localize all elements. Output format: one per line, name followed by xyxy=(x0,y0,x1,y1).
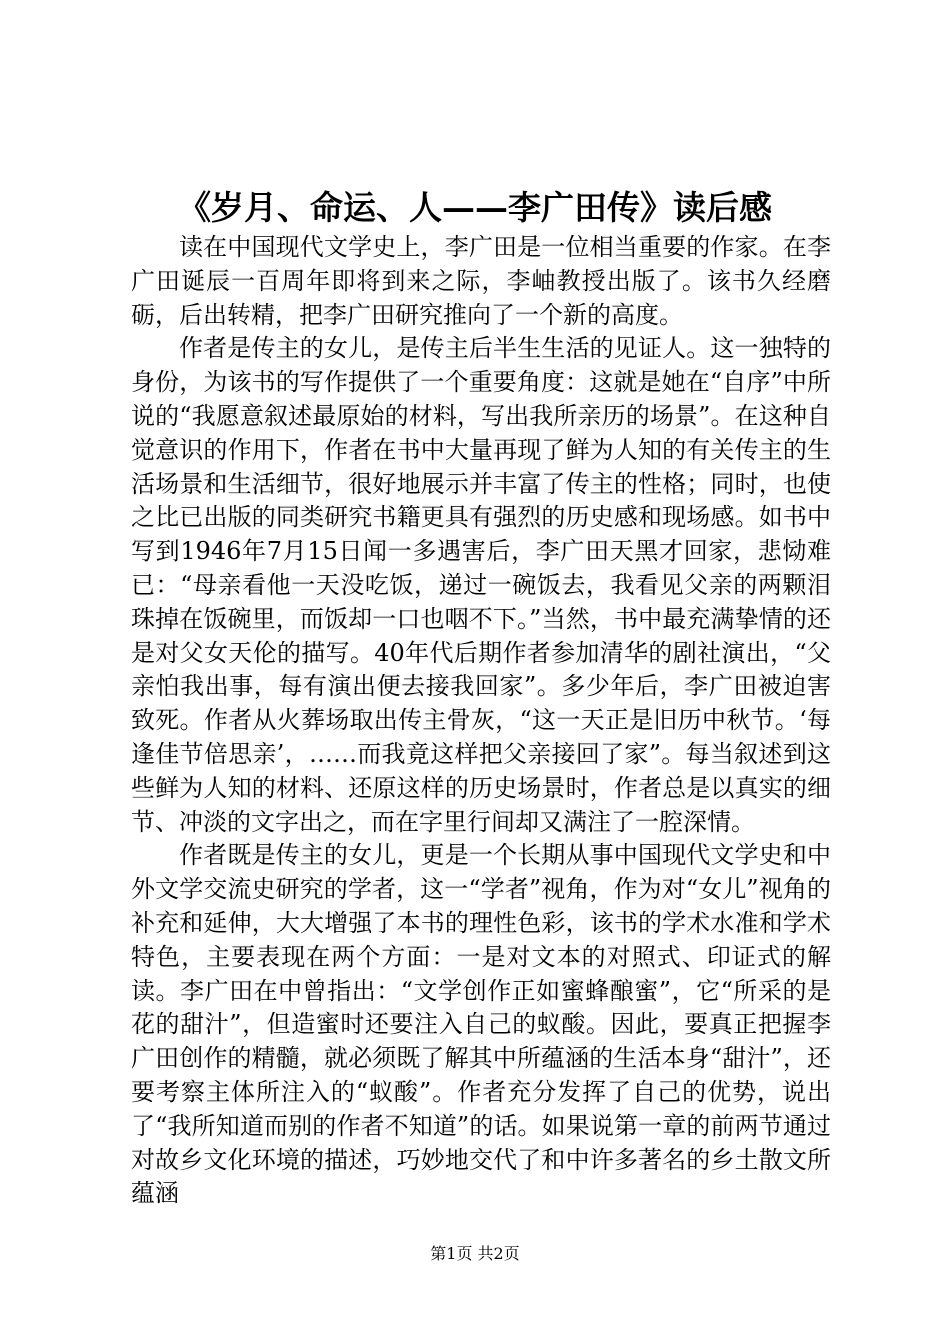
document-body xyxy=(131,231,831,1211)
paragraph-2: 作者是传主的女儿，是传主后半生生活的见证人。这一独特的身份，为该书的写作提供了一个重要角度：这就是她在“自序”中所说的“我愿意叙述最原始的材料，写出我所亲历的场景”。在这种自觉意识的作用下，作者在书中大量再现了鲜为人知的有关传主的生活场景和生活细节，很好地展示并丰富了传主的性格；同时，也使之比已出版的同类研究书籍更具有强烈的历史感和现场感。如书中写到1946年7月15日闻一多遇害后，李广田天黑才回家，悲恸难已：“母亲看他一天没吃饭，递过一碗饭去，我看见父亲的两颗泪珠掉在饭碗里，而饭却一口也咽不下。”当然，书中最充满挚情的还是对父女天伦的描写。40年代后期作者参加清华的剧社演出，“父亲怕我出事，每有演出便去接我回家”。多少年后，李广田被迫害致死。作者从火葬场取出传主骨灰，“这一天正是旧历中秋节。‘每逢佳节倍思亲’，……而我竟这样把父亲接回了家”。每当叙述到这些鲜为人知的材料、还原这样的历史场景时，作者总是以真实的细节、冲淡的文字出之，而在字里行间却又满注了一腔深情。 xyxy=(131,334,831,836)
document-title: 《岁月、命运、人——李广田传》读后感 xyxy=(178,188,772,227)
paragraph-1: 读在中国现代文学史上，李广田是一位相当重要的作家。在李广田诞辰一百周年即将到来之际，李岫教授出版了。该书久经磨砺，后出转精，把李广田研究推向了一个新的高度。 xyxy=(131,233,831,329)
paragraph-3: 作者既是传主的女儿，更是一个长期从事中国现代文学史和中外文学交流史研究的学者，这一“学者”视角，作为对“女儿”视角的补充和延伸，大大增强了本书的理性色彩，该书的学术水准和学术特色，主要表现在两个方面：一是对文本的对照式、印证式的解读。李广田在中曾指出：“文学创作正如蜜蜂酿蜜”，它“所采的是花的甜汁”，但造蜜时还要注入自己的蚁酸。因此，要真正把握李广田创作的精髓，就必须既了解其中所蕴涵的生活本身“甜汁”，还要考察主体所注入的“蚁酸”。作者充分发挥了自己的优势，说出了“我所知道而别的作者不知道”的话。如果说第一章的前两节通过对故乡文化环境的描述，巧妙地交代了和中许多著名的乡土散文所蕴涵 xyxy=(131,841,831,1208)
page-footer: 第1页 共2页 xyxy=(430,1244,520,1263)
